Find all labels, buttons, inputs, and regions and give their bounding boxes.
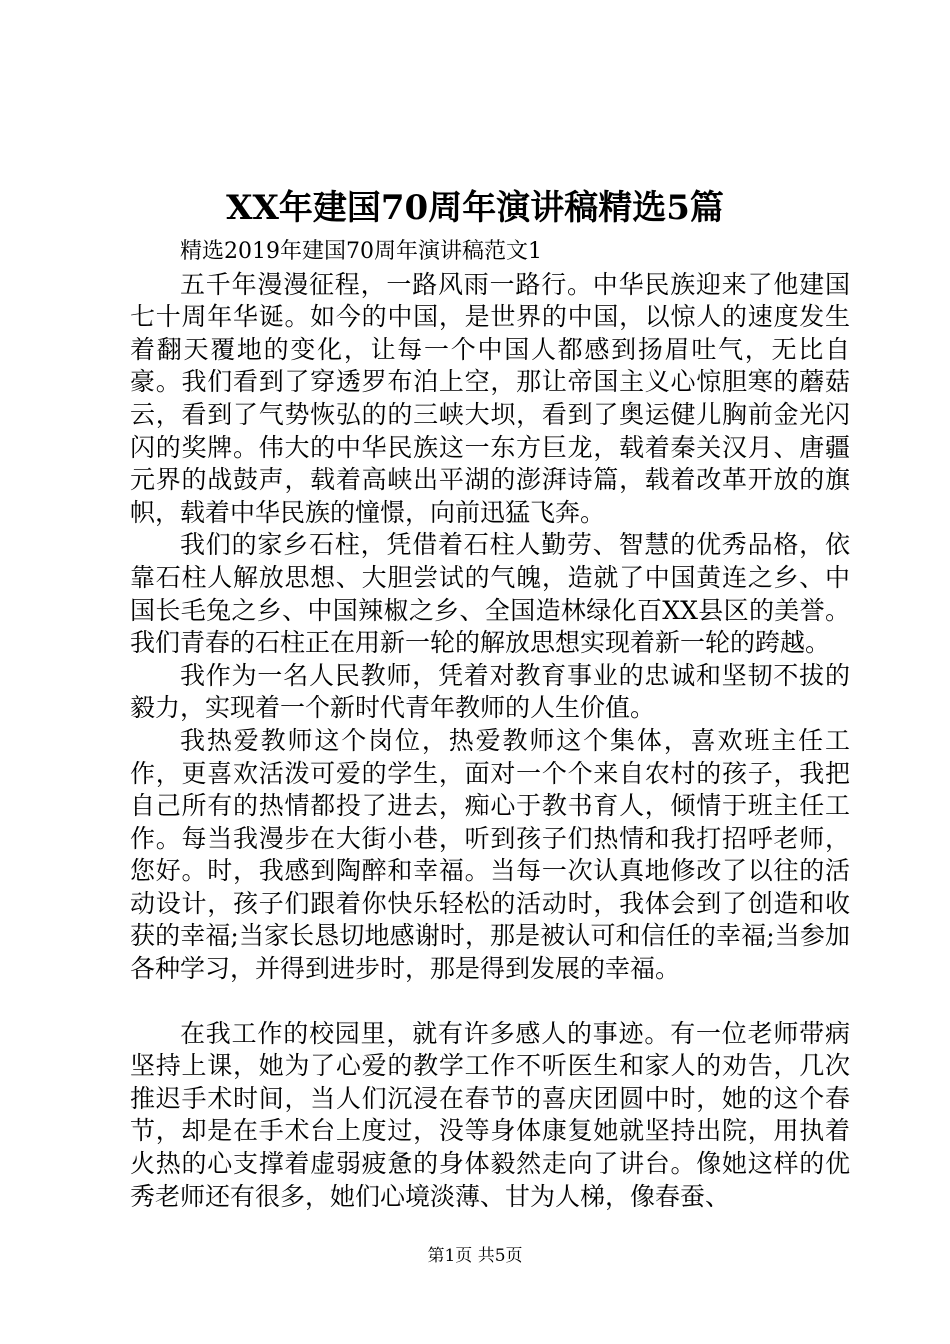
section-subtitle: 精选2019年建国70周年演讲稿范文1	[180, 239, 542, 264]
paragraph-3: 我作为一名人民教师，凭着对教育事业的忠诚和坚韧不拔的毅力，实现着一个新时代青年教师的人生价值。	[130, 660, 850, 723]
paragraph-4: 我热爱教师这个岗位，热爱教师这个集体，喜欢班主任工作，更喜欢活泼可爱的学生，面对一个个来自农村的孩子，我把自己所有的热情都投了进去，痴心于教书育人，倾情于班主任工作。每当我漫步在大街小巷，听到孩子们热情和我打招呼老师，您好。时，我感到陶醉和幸福。当每一次认真地修改了以往的活动设计，孩子们跟着你快乐轻松的活动时，我体会到了创造和收获的幸福;当家长恳切地感谢时，那是被认可和信任的幸福;当参加各种学习，并得到进步时，那是得到发展的幸福。	[130, 725, 850, 984]
document-title: XX年建国70周年演讲稿精选5篇	[226, 188, 724, 228]
page-footer: 第1页 共5页	[427, 1246, 523, 1266]
document-body	[130, 236, 850, 1213]
paragraph-2: 我们的家乡石柱，凭借着石柱人勤劳、智慧的优秀品格，依靠石柱人解放思想、大胆尝试的气魄，造就了中国黄连之乡、中国长毛兔之乡、中国辣椒之乡、全国造林绿化百XX县区的美誉。我们青春的石柱正在用新一轮的解放思想实现着新一轮的跨越。	[130, 530, 850, 658]
paragraph-1: 五千年漫漫征程，一路风雨一路行。中华民族迎来了他建国七十周年华诞。如今的中国，是世界的中国，以惊人的速度发生着翻天覆地的变化，让每一个中国人都感到扬眉吐气，无比自豪。我们看到了穿透罗布泊上空，那让帝国主义心惊胆寒的蘑菇云，看到了气势恢弘的的三峡大坝，看到了奥运健儿胸前金光闪闪的奖牌。伟大的中华民族这一东方巨龙，载着秦关汉月、唐疆元界的战鼓声，载着高峡出平湖的澎湃诗篇，载着改革开放的旗帜，载着中华民族的憧憬，向前迅猛飞奔。	[130, 269, 850, 527]
paragraph-5: 在我工作的校园里，就有许多感人的事迹。有一位老师带病坚持上课，她为了心爱的教学工作不听医生和家人的劝告，几次推迟手术时间，当人们沉浸在春节的喜庆团圆中时，她的这个春节，却是在手术台上度过，没等身体康复她就坚持出院，用执着火热的心支撑着虚弱疲惫的身体毅然走向了讲台。像她这样的优秀老师还有很多，她们心境淡薄、甘为人梯，像春蚕、	[130, 1018, 850, 1211]
paragraph-spacer	[130, 986, 850, 1018]
